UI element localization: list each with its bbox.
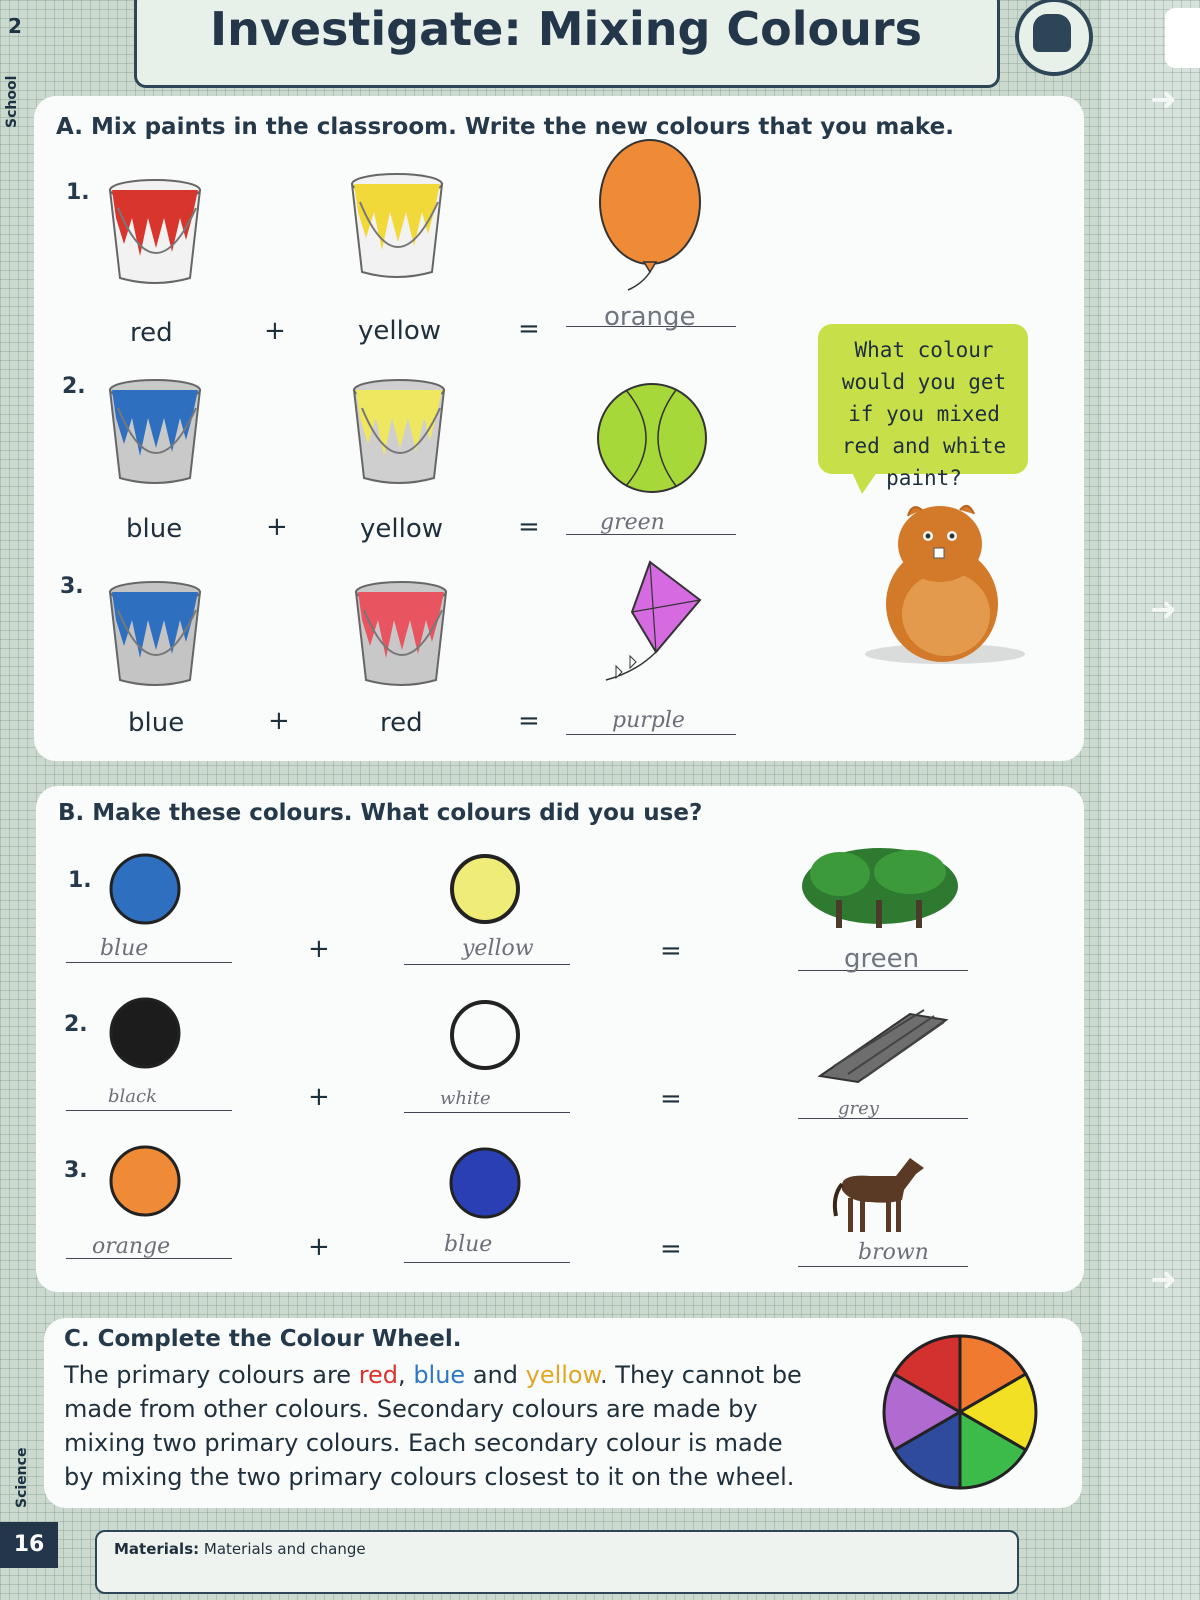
printed-answer: orange bbox=[604, 302, 696, 332]
second-colour-label: red bbox=[380, 708, 423, 738]
handwritten-answer: purple bbox=[612, 708, 685, 733]
second-colour-label: yellow bbox=[360, 514, 444, 544]
row-number: 2. bbox=[64, 1012, 88, 1037]
answer-line bbox=[404, 1262, 570, 1263]
plus-sign: + bbox=[264, 316, 286, 346]
printed-answer: green bbox=[844, 944, 920, 974]
first-colour-label: blue bbox=[128, 708, 185, 738]
handwritten-answer: green bbox=[600, 510, 665, 535]
red-paint-bucket-icon bbox=[100, 178, 210, 288]
first-colour-label: red bbox=[130, 318, 173, 348]
text-span: . They cannot be bbox=[600, 1361, 802, 1389]
yellow-paint-bucket-icon bbox=[344, 378, 454, 488]
handwritten-answer: black bbox=[108, 1086, 157, 1107]
handwritten-answer: orange bbox=[92, 1234, 171, 1259]
materials-text: Materials and change bbox=[203, 1540, 366, 1558]
answer-line bbox=[66, 1110, 232, 1111]
row-number: 3. bbox=[60, 574, 84, 599]
top-page-number: 2 bbox=[8, 14, 22, 38]
equals-sign: = bbox=[660, 1234, 682, 1264]
equals-sign: = bbox=[660, 936, 682, 966]
side-label-school: School bbox=[4, 75, 20, 128]
page-title: Investigate: Mixing Colours bbox=[210, 2, 922, 56]
hamster-illustration-icon bbox=[860, 494, 1030, 674]
next-page-edge bbox=[1100, 0, 1200, 1600]
footer-text bbox=[114, 1540, 366, 1558]
blue-word: blue bbox=[413, 1361, 466, 1389]
section-c-heading: C. Complete the Colour Wheel. bbox=[64, 1326, 462, 1352]
handwritten-answer: blue bbox=[444, 1232, 493, 1257]
brown-horse-icon bbox=[830, 1154, 930, 1238]
second-colour-label: yellow bbox=[358, 316, 442, 346]
plus-sign: + bbox=[268, 706, 290, 736]
arrow-tab-icon: ➜ bbox=[1150, 80, 1177, 118]
answer-line bbox=[566, 734, 736, 735]
answer-line bbox=[798, 1118, 968, 1119]
handwritten-answer: blue bbox=[100, 936, 149, 961]
backpack-icon bbox=[1015, 0, 1093, 76]
blue-paint-circle bbox=[108, 852, 184, 928]
row-number: 1. bbox=[68, 868, 92, 893]
row-number: 2. bbox=[62, 374, 86, 399]
black-paint-circle bbox=[108, 996, 184, 1072]
section-c-line-4: by mixing the two primary colours closest to it on the wheel. bbox=[64, 1463, 795, 1491]
page-tab bbox=[1165, 8, 1200, 68]
plus-sign: + bbox=[308, 1232, 330, 1262]
grey-roof-tiles-icon bbox=[820, 1010, 950, 1084]
white-paint-circle bbox=[448, 998, 524, 1074]
orange-balloon-icon bbox=[598, 140, 708, 300]
plus-sign: + bbox=[266, 512, 288, 542]
yellow-paint-bucket-icon bbox=[342, 172, 452, 282]
row-number: 1. bbox=[66, 180, 90, 205]
blue-paint-circle bbox=[448, 1146, 524, 1222]
blue-paint-bucket-icon bbox=[100, 580, 210, 690]
plus-sign: + bbox=[308, 1082, 330, 1112]
answer-line bbox=[66, 962, 232, 963]
handwritten-answer: brown bbox=[858, 1240, 929, 1265]
handwritten-answer: yellow bbox=[462, 936, 534, 961]
text-span: , bbox=[398, 1361, 414, 1389]
materials-label: Materials: bbox=[114, 1540, 200, 1558]
side-label-science: Science bbox=[14, 1447, 30, 1508]
green-trees-icon bbox=[800, 844, 960, 934]
answer-line bbox=[404, 1112, 570, 1113]
section-c-line-3: mixing two primary colours. Each secondary colour is made bbox=[64, 1429, 783, 1457]
red-paint-bucket-icon bbox=[346, 580, 456, 690]
handwritten-answer: white bbox=[440, 1088, 491, 1109]
equals-sign: = bbox=[518, 314, 540, 344]
equals-sign: = bbox=[518, 706, 540, 736]
green-ball-icon bbox=[596, 382, 716, 502]
section-a-heading: A. Mix paints in the classroom. Write the new colours that you make. bbox=[56, 114, 954, 140]
plus-sign: + bbox=[308, 934, 330, 964]
orange-paint-circle bbox=[108, 1144, 184, 1220]
colour-wheel-icon bbox=[880, 1332, 1042, 1494]
yellow-paint-circle bbox=[448, 852, 524, 928]
blue-paint-bucket-icon bbox=[100, 378, 210, 488]
yellow-word: yellow bbox=[525, 1361, 601, 1389]
arrow-tab-icon: ➜ bbox=[1150, 590, 1177, 628]
speech-bubble-text: What colour would you get if you mixed red and white paint? bbox=[841, 338, 1007, 490]
section-c-line-1 bbox=[64, 1358, 864, 1392]
equals-sign: = bbox=[518, 512, 540, 542]
arrow-tab-icon: ➜ bbox=[1150, 1260, 1177, 1298]
red-word: red bbox=[358, 1361, 399, 1389]
section-b-heading: B. Make these colours. What colours did you use? bbox=[58, 800, 703, 826]
text-span: and bbox=[465, 1361, 526, 1389]
equals-sign: = bbox=[660, 1084, 682, 1114]
handwritten-answer: grey bbox=[838, 1098, 879, 1119]
text-span: The primary colours are bbox=[64, 1361, 359, 1389]
bottom-page-number: 16 bbox=[0, 1522, 58, 1568]
answer-line bbox=[404, 964, 570, 965]
first-colour-label: blue bbox=[126, 514, 183, 544]
section-c-line-2: made from other colours. Secondary colours are made by bbox=[64, 1395, 758, 1423]
answer-line bbox=[798, 1266, 968, 1267]
purple-kite-icon bbox=[596, 562, 706, 702]
row-number: 3. bbox=[64, 1158, 88, 1183]
